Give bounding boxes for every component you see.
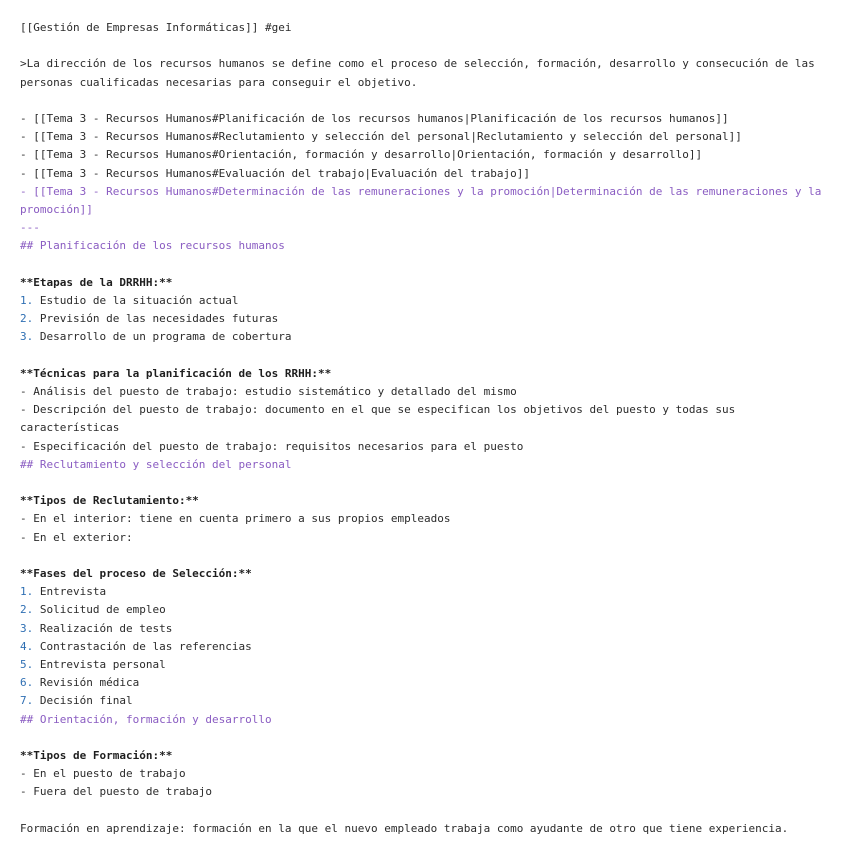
list-item: - En el interior: tiene en cuenta primero a sus propios empleados — [20, 512, 451, 526]
list-number: 2. — [20, 603, 34, 617]
list-item — [20, 674, 828, 692]
tipos-formacion-title: **Tipos de Formación:** — [20, 749, 173, 763]
list-item: - Análisis del puesto de trabajo: estudio sistemático y detallado del mismo — [20, 385, 517, 398]
heading-orientacion: ## Orientación, formación y desarrollo — [20, 712, 272, 726]
list-text: Decisión final — [33, 694, 133, 708]
etapas-title: **Etapas de la DRRHH:** — [20, 275, 173, 289]
list-number: 3. — [20, 330, 34, 344]
list-text: Estudio de la situación actual — [33, 294, 239, 307]
toc-link-3[interactable]: - [[Tema 3 - Recursos Humanos#Orientación, formación y desarrollo|Orientación, formación y desarrollo]] — [20, 148, 703, 162]
list-text: Desarrollo de un programa de cobertura — [33, 330, 292, 344]
list-item: - Especificación del puesto de trabajo: requisitos necesarios para el puesto — [20, 439, 524, 453]
toc-link-2[interactable]: - [[Tema 3 - Recursos Humanos#Reclutamiento y selección del personal|Reclutamiento y selección del personal]] — [20, 130, 742, 144]
list-text: Revisión médica — [33, 676, 140, 690]
list-text: Realización de tests — [33, 621, 173, 635]
list-text: Solicitud de empleo — [33, 603, 166, 617]
paragraph-aprendizaje: Formación en aprendizaje: formación en la que el nuevo empleado trabaja como ayudante de otro que tiene experiencia. — [20, 821, 789, 835]
list-item — [20, 292, 828, 310]
list-item — [20, 656, 828, 674]
toc-link-1[interactable]: - [[Tema 3 - Recursos Humanos#Planificación de los recursos humanos|Planificación de los recursos humanos]] — [20, 111, 729, 125]
heading-reclutamiento: ## Reclutamiento y selección del personal — [20, 457, 292, 471]
list-item — [20, 638, 828, 656]
list-text: Entrevista personal — [33, 658, 166, 672]
list-item — [20, 692, 828, 710]
list-number: 1. — [20, 585, 34, 599]
list-number: 4. — [20, 639, 34, 653]
blockquote: >La dirección de los recursos humanos se define como el proceso de selección, formación, desarrollo y consecución de las personas cualificadas necesarias para conseguir el objetivo. — [20, 57, 815, 89]
list-item: - Descripción del puesto de trabajo: documento en el que se especifican los objetivos del puesto y todas sus características — [20, 403, 742, 435]
list-item: - Fuera del puesto de trabajo — [20, 785, 213, 799]
list-item: - En el puesto de trabajo — [20, 767, 186, 781]
list-number: 6. — [20, 676, 34, 690]
list-number: 5. — [20, 658, 34, 672]
tipos-reclutamiento-title: **Tipos de Reclutamiento:** — [20, 494, 199, 508]
list-item: - En el exterior: — [20, 530, 133, 544]
list-item — [20, 328, 828, 346]
toc-link-4[interactable]: - [[Tema 3 - Recursos Humanos#Evaluación del trabajo|Evaluación del trabajo]] — [20, 166, 530, 180]
list-number: 2. — [20, 312, 34, 326]
toc-link-5[interactable]: - [[Tema 3 - Recursos Humanos#Determinación de las remuneraciones y la promoción|Determinación de las remuneraciones y la promoción]] — [20, 184, 822, 216]
fases-title: **Fases del proceso de Selección:** — [20, 567, 252, 580]
list-number: 1. — [20, 294, 34, 307]
horizontal-rule: --- — [20, 221, 40, 235]
tag-line[interactable]: [[Gestión de Empresas Informáticas]] #gei — [20, 21, 292, 34]
list-text: Previsión de las necesidades futuras — [33, 312, 279, 326]
list-number: 3. — [20, 621, 34, 635]
list-item — [20, 583, 828, 601]
list-item — [20, 620, 828, 638]
tecnicas-title: **Técnicas para la planificación de los RRHH:** — [20, 366, 332, 380]
list-text: Contrastación de las referencias — [33, 639, 252, 653]
list-item — [20, 601, 828, 619]
list-number: 7. — [20, 694, 34, 708]
list-item — [20, 310, 828, 328]
heading-planificacion: ## Planificación de los recursos humanos — [20, 239, 285, 253]
list-text: Entrevista — [33, 585, 107, 599]
